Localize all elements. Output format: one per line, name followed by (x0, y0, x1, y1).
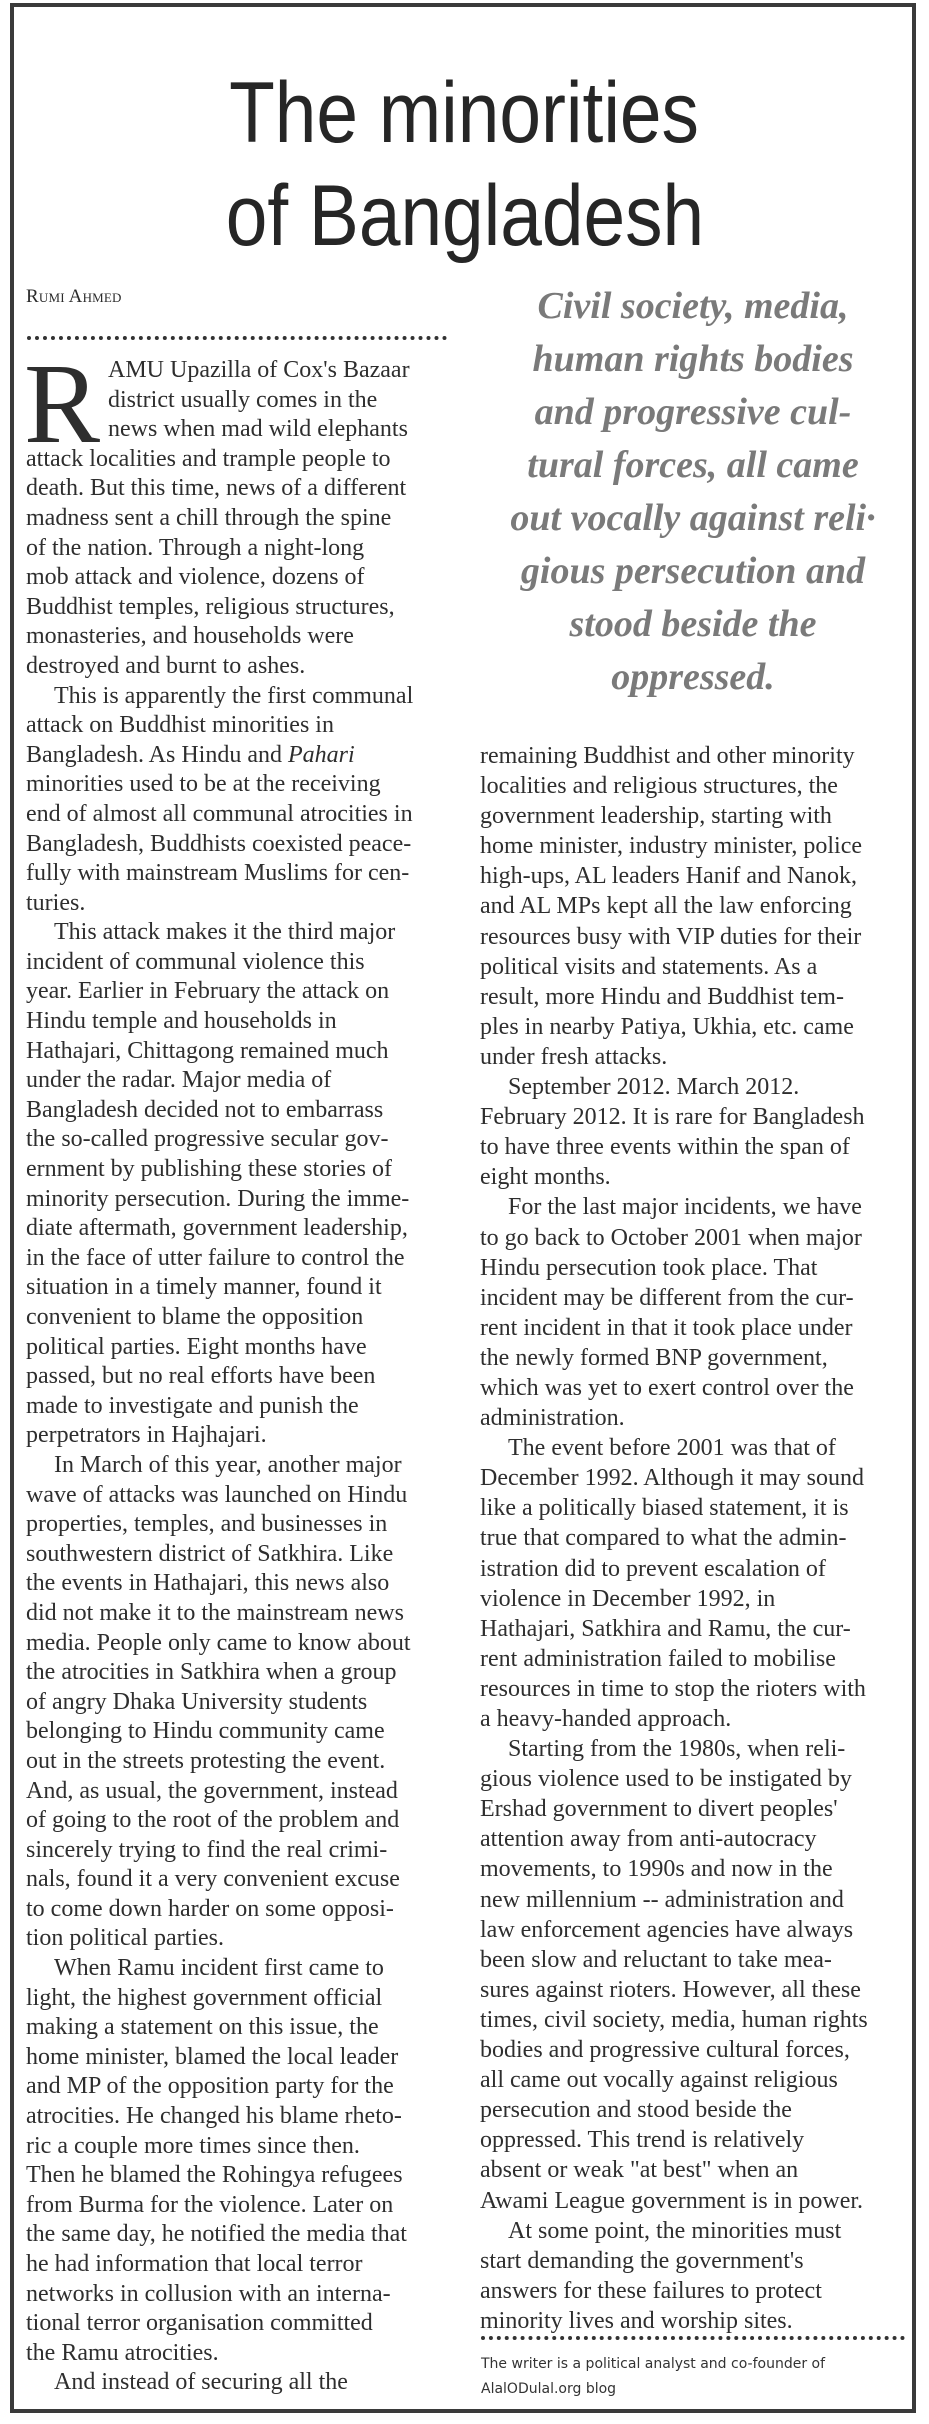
paragraph-line: wave of attacks was launched on Hindu (26, 1481, 408, 1508)
paragraph-line: localities and religious structures, the (480, 773, 838, 800)
paragraph-line: news when mad wild elephants (108, 416, 408, 443)
paragraph-line: rent incident in that it took place under (480, 1314, 853, 1341)
paragraph-line: attack localities and trample people to (26, 445, 391, 472)
paragraph-line: home minister, industry minister, police (480, 833, 863, 860)
paragraph-line: passed, but no real efforts have been (26, 1363, 376, 1390)
paragraph-line: district usually comes in the (108, 386, 378, 413)
paragraph-line: the same day, he notified the media that (26, 2221, 407, 2248)
paragraph-line: minority persecution. During the imme- (26, 1185, 410, 1212)
paragraph-line: under fresh attacks. (480, 1043, 668, 1070)
author-footnote (481, 2352, 825, 2402)
paragraph-line: gious violence used to be instigated by (480, 1766, 852, 1793)
paragraph-line: the atrocities in Satkhira when a group (26, 1659, 397, 1686)
paragraph-line: Hindu persecution took place. That (480, 1254, 818, 1281)
paragraph-line: eight months. (480, 1164, 611, 1191)
paragraph-line: political parties. Eight months have (26, 1333, 367, 1360)
paragraph-line: administration. (480, 1405, 625, 1432)
paragraph-line: Buddhist temples, religious structures, (26, 593, 395, 620)
paragraph-line: February 2012. It is rare for Bangladesh (480, 1104, 865, 1131)
paragraph-line: And, as usual, the government, instead (26, 1777, 398, 1804)
paragraph-line: Awami League government is in power. (480, 2187, 864, 2214)
paragraph-line: violence in December 1992, in (480, 1585, 776, 1612)
paragraph-line: tional terror organisation committed (26, 2310, 373, 2337)
paragraph-line: which was yet to exert control over the (480, 1374, 854, 1401)
paragraph-line: AMU Upazilla of Cox's Bazaar (108, 357, 410, 383)
paragraph-line: attention away from anti-autocracy (480, 1826, 817, 1853)
headline-text: The minorities (229, 65, 700, 161)
paragraph-line: made to investigate and punish the (26, 1392, 359, 1419)
paragraph-line: Bangladesh, Buddhists coexisted peace- (26, 830, 412, 857)
paragraph-line: Hathajari, Satkhira and Ramu, the cur- (480, 1615, 851, 1642)
paragraph-line: to have three events within the span of (480, 1134, 850, 1161)
paragraph-line: At some point, the minorities must (508, 2217, 842, 2244)
paragraph-line: istration did to prevent escalation of (480, 1555, 826, 1582)
emphasis-text: Pahari (287, 741, 355, 768)
paragraph-line: from Burma for the violence. Later on (26, 2191, 394, 2218)
paragraph-line: nals, found it a very convenient excuse (26, 1866, 400, 1893)
paragraph-line: incident may be different from the cur- (480, 1284, 854, 1311)
pull-quote-line: tural forces, all came (527, 444, 859, 486)
paragraph-line: southwestern district of Satkhira. Like (26, 1540, 394, 1567)
paragraph-line: situation in a timely manner, found it (26, 1274, 382, 1301)
paragraph-line: times, civil society, media, human rights (480, 2006, 868, 2033)
paragraph-line: madness sent a chill through the spine (26, 504, 392, 531)
pull-quote-line: stood beside the (569, 603, 817, 645)
paragraph-line: turies. (26, 889, 86, 916)
dotted-divider (481, 2336, 905, 2340)
paragraph-line: December 1992. Although it may sound (480, 1465, 864, 1492)
paragraph-line: Bangladesh decided not to embarrass (26, 1096, 384, 1123)
paragraph-line: mob attack and violence, dozens of (26, 564, 365, 591)
paragraph-line: answers for these failures to protect (480, 2277, 822, 2304)
headline-text: of Bangladesh (225, 168, 704, 264)
paragraph-line: incident of communal violence this (26, 948, 365, 975)
pull-quote (478, 280, 908, 704)
paragraph-line: convenient to blame the opposition (26, 1304, 364, 1330)
paragraph-line: ric a couple more times since then. (26, 2132, 360, 2159)
paragraph-line: government leadership, starting with (480, 803, 832, 830)
paragraph-line: sincerely trying to find the real crimi- (26, 1836, 388, 1863)
paragraph-line: sures against rioters. However, all these (480, 1976, 861, 2003)
author-byline: Rumi Ahmed (26, 286, 122, 307)
paragraph-line: of going to the root of the problem and (26, 1807, 400, 1834)
drop-cap: R (24, 340, 101, 467)
paragraph-line: This attack makes it the third major (54, 919, 396, 946)
paragraph-line: belonging to Hindu community came (26, 1718, 385, 1745)
paragraph-line: did not make it to the mainstream news (26, 1599, 404, 1626)
headline-line-1 (0, 65, 929, 161)
paragraph-line: properties, temples, and businesses in (26, 1511, 388, 1538)
paragraph-line: of the nation. Through a night-long (26, 534, 365, 561)
paragraph-line (26, 741, 456, 771)
paragraph-line: home minister, blamed the local leader (26, 2043, 399, 2070)
paragraph-line: new millennium -- administration and (480, 1886, 844, 1913)
paragraph-line: the Ramu atrocities. (26, 2339, 219, 2366)
paragraph-line: destroyed and burnt to ashes. (26, 652, 306, 679)
paragraph-line: true that compared to what the admin- (480, 1525, 847, 1552)
paragraph-line: making a statement on this issue, the (26, 2014, 379, 2041)
paragraph-line: media. People only came to know about (26, 1629, 411, 1656)
paragraph-line: Hindu temple and households in (26, 1008, 337, 1035)
paragraph-line: Then he blamed the Rohingya refugees (26, 2162, 403, 2189)
paragraph-line: absent or weak "at best" when an (480, 2157, 799, 2184)
paragraph-line: he had information that local terror (26, 2251, 363, 2277)
pull-quote-line: gious persecution and (520, 550, 866, 592)
paragraph-line: And instead of securing all the (54, 2369, 348, 2396)
paragraph-line: under the radar. Major media of (26, 1067, 332, 1094)
paragraph-line: to go back to October 2001 when major (480, 1224, 862, 1251)
paragraph-line: been slow and reluctant to take mea- (480, 1946, 832, 1973)
paragraph-line: political visits and statements. As a (480, 953, 818, 980)
paragraph-line: bodies and progressive cultural forces, (480, 2037, 850, 2064)
paragraph-line: Starting from the 1980s, when reli- (508, 1736, 846, 1763)
paragraph-line: minority lives and worship sites. (480, 2307, 793, 2334)
paragraph-line: minorities used to be at the receiving (26, 771, 381, 798)
paragraph-line: resources busy with VIP duties for their (480, 923, 862, 950)
paragraph-line: of angry Dhaka University students (26, 1688, 368, 1715)
paragraph-line: movements, to 1990s and now in the (480, 1856, 833, 1883)
paragraph-line: light, the highest government official (26, 1984, 383, 2011)
pull-quote-line: Civil society, media, (537, 285, 849, 327)
paragraph-line: ernment by publishing these stories of (26, 1156, 392, 1183)
paragraph-line: rent administration failed to mobilise (480, 1645, 836, 1672)
paragraph-line: Ershad government to divert peoples' (480, 1796, 838, 1823)
paragraph-line: September 2012. March 2012. (508, 1074, 800, 1101)
paragraph-line: year. Earlier in February the attack on (26, 978, 390, 1005)
paragraph-line: In March of this year, another major (54, 1451, 402, 1478)
paragraph-line: death. But this time, news of a different (26, 475, 407, 502)
paragraph-line: and AL MPs kept all the law enforcing (480, 893, 852, 920)
paragraph-line: ples in nearby Patiya, Ukhia, etc. came (480, 1013, 854, 1040)
article-column-left (24, 340, 456, 2398)
paragraph-line: Hathajari, Chittagong remained much (26, 1037, 389, 1064)
footnote-line: AlalODulal.org blog (481, 2381, 617, 2397)
pull-quote-line: oppressed. (611, 656, 775, 698)
paragraph-line: the events in Hathajari, this news also (26, 1570, 390, 1597)
paragraph-line: diate aftermath, government leadership, (26, 1215, 408, 1242)
paragraph-line: start demanding the government's (480, 2247, 804, 2274)
paragraph-line: out in the streets protesting the event. (26, 1747, 386, 1774)
paragraph-line: end of almost all communal atrocities in (26, 800, 413, 827)
paragraph-line: This is apparently the first communal (54, 682, 414, 709)
paragraph-line: networks in collusion with an interna- (26, 2280, 391, 2307)
paragraph-line: result, more Hindu and Buddhist tem- (480, 983, 844, 1010)
paragraph-line: persecution and stood beside the (480, 2097, 792, 2124)
paragraph-line: law enforcement agencies have always (480, 1916, 854, 1943)
paragraph-line: and MP of the opposition party for the (26, 2073, 394, 2100)
paragraph-line: fully with mainstream Muslims for cen- (26, 860, 410, 887)
pull-quote-line: human rights bodies (532, 338, 854, 380)
paragraph-line: The event before 2001 was that of (508, 1435, 836, 1462)
paragraph-line: attack on Buddhist minorities in (26, 712, 334, 739)
paragraph-line: to come down harder on some opposi- (26, 1895, 394, 1922)
paragraph-line: resources in time to stop the rioters with (480, 1675, 866, 1702)
paragraph-line: like a politically biased statement, it is (480, 1495, 849, 1522)
article-column-right (480, 741, 910, 2336)
headline-line-2 (0, 168, 929, 264)
paragraph-line: high-ups, AL leaders Hanif and Nanok, (480, 863, 858, 890)
paragraph-line: a heavy-handed approach. (480, 1706, 732, 1732)
paragraph-line: in the face of utter failure to control the (26, 1244, 405, 1271)
paragraph-line: tion political parties. (26, 1925, 224, 1952)
pull-quote-line: out vocally against reli· (510, 497, 876, 539)
paragraph-line: monasteries, and households were (26, 623, 354, 650)
line-text: Bangladesh. As Hindu and (26, 741, 288, 768)
paragraph-line: the newly formed BNP government, (480, 1344, 828, 1371)
paragraph-line: remaining Buddhist and other minority (480, 743, 855, 769)
paragraph-line: the so-called progressive secular gov- (26, 1126, 389, 1153)
footnote-line: The writer is a political analyst and co-founder of (481, 2356, 826, 2372)
paragraph-line: perpetrators in Hajhajari. (26, 1422, 267, 1449)
paragraph-line: oppressed. This trend is relatively (480, 2127, 805, 2154)
pull-quote-line: and progressive cul- (534, 391, 852, 433)
paragraph-line: For the last major incidents, we have (508, 1194, 862, 1221)
paragraph-line: atrocities. He changed his blame rheto- (26, 2103, 402, 2130)
paragraph-line: When Ramu incident first came to (54, 1955, 384, 1982)
paragraph-line: all came out vocally against religious (480, 2067, 838, 2094)
